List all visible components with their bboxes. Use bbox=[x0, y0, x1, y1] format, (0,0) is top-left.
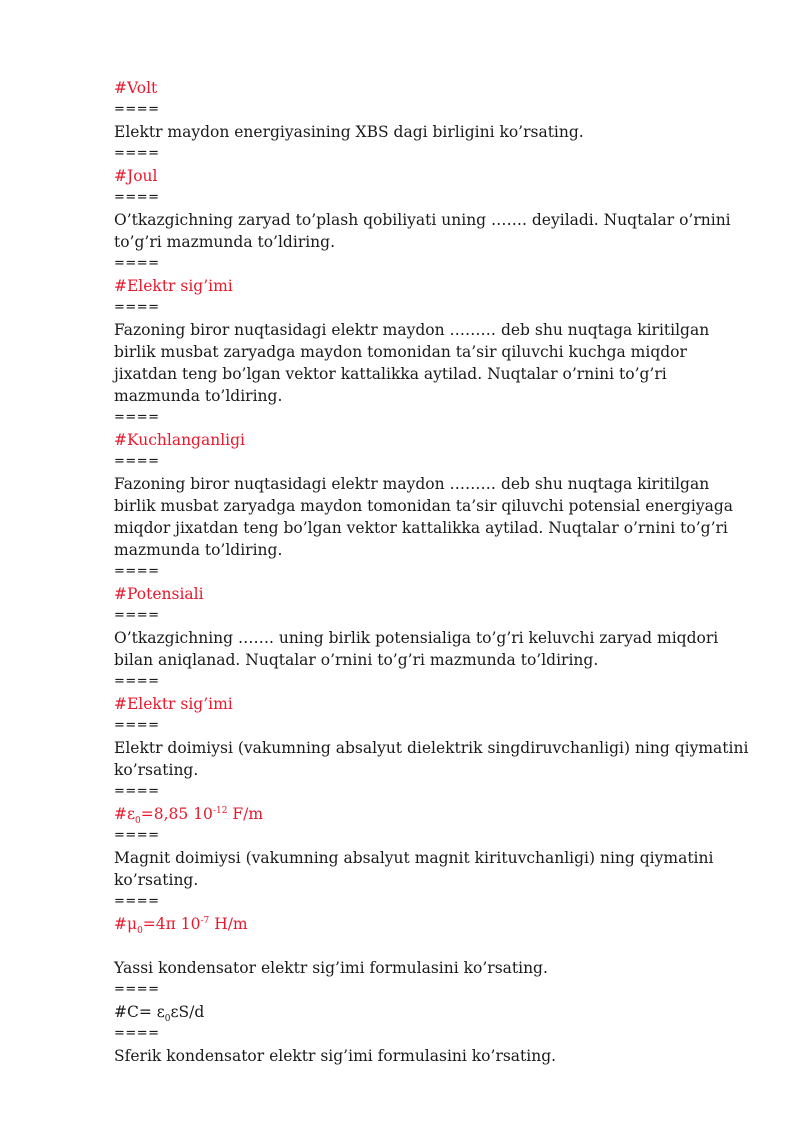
question-line: O’tkazgichning zaryad to’plash qobiliyati uning ……. deyiladi. Nuqtalar o’rnini to’g’ri mazmunda to’ldiring. bbox=[114, 211, 731, 251]
epsilon-formula: $\#\varepsilon_0=8,85$ $10^{-12}$ F/m bbox=[114, 805, 264, 827]
answer-line: #Volt bbox=[114, 79, 158, 97]
separator: ==== bbox=[114, 784, 160, 799]
blank-line bbox=[114, 935, 754, 957]
separator: ==== bbox=[114, 300, 160, 315]
separator: ==== bbox=[114, 1026, 160, 1041]
separator: ==== bbox=[114, 982, 160, 997]
question-line: Magnit doimiysi (vakumning absalyut magnit kirituvchanligi) ning qiymatini ko’rsating. bbox=[114, 849, 714, 889]
capacitance-formula: #C= $\varepsilon_0\varepsilon S/d$ bbox=[114, 1003, 205, 1025]
question-line: Fazoning biror nuqtasidagi elektr maydon ……… deb shu nuqtaga kiritilgan birlik musbat zaryadga maydon tomonidan ta’sir qiluvchi kuchga miqdor jixatdan teng bo’lgan vektor kattalikka aytilad. Nuqtalar o’rnini to’g’ri mazmunda to’ldiring. bbox=[114, 321, 710, 405]
separator: ==== bbox=[114, 564, 160, 579]
separator: ==== bbox=[114, 674, 160, 689]
answer-line: #Potensiali bbox=[114, 585, 204, 603]
answer-line: #Elektr sig’imi bbox=[114, 277, 233, 295]
question-line: Elektr doimiysi (vakumning absalyut dielektrik singdiruvchanligi) ning qiymatini ko’rsating. bbox=[114, 739, 749, 779]
question-line: Elektr maydon energiyasining XBS dagi birligini ko’rsating. bbox=[114, 123, 584, 141]
separator: ==== bbox=[114, 828, 160, 843]
document-page bbox=[114, 77, 754, 1067]
separator: ==== bbox=[114, 608, 160, 623]
separator: ==== bbox=[114, 146, 160, 161]
mu-formula: $\#\mu_0=4\pi$ $10^{-7}$ H/m bbox=[114, 915, 248, 937]
question-line: O’tkazgichning ……. uning birlik potensialiga to’g’ri keluvchi zaryad miqdori bilan aniqlanad. Nuqtalar o’rnini to’g’ri mazmunda to’ldiring. bbox=[114, 629, 719, 669]
question-line: Fazoning biror nuqtasidagi elektr maydon ……… deb shu nuqtaga kiritilgan birlik musbat zaryadga maydon tomonidan ta’sir qiluvchi potensial energiyaga miqdor jixatdan teng bo’lgan vektor kattalikka aytilad. Nuqtalar o’rnini to’g’ri mazmunda to’ldiring. bbox=[114, 475, 733, 559]
separator: ==== bbox=[114, 718, 160, 733]
question-line: Sferik kondensator elektr sig’imi formulasini ko’rsating. bbox=[114, 1047, 557, 1065]
answer-line: #Kuchlanganligi bbox=[114, 431, 245, 449]
answer-line: #Elektr sig’imi bbox=[114, 695, 233, 713]
question-line: Yassi kondensator elektr sig’imi formulasini ko’rsating. bbox=[114, 959, 548, 977]
separator: ==== bbox=[114, 894, 160, 909]
separator: ==== bbox=[114, 256, 160, 271]
separator: ==== bbox=[114, 410, 160, 425]
separator: ==== bbox=[114, 190, 160, 205]
separator: ==== bbox=[114, 454, 160, 469]
separator: ==== bbox=[114, 102, 160, 117]
answer-line: #Joul bbox=[114, 167, 158, 185]
